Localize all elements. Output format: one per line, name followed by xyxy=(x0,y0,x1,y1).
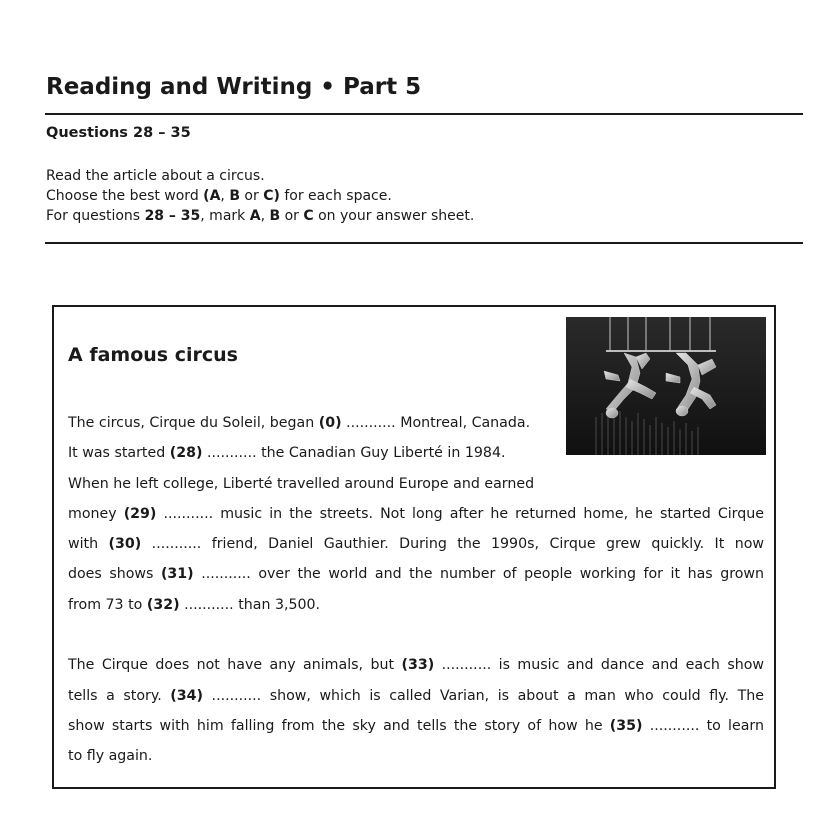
instruction-line-2: Choose the best word (A, B or C) for each space. xyxy=(46,188,392,204)
instructions xyxy=(46,166,474,226)
title-divider xyxy=(45,113,803,115)
article-line: to fly again. xyxy=(68,748,153,765)
article-line: The circus, Cirque du Soleil, began (0) ........... Montreal, Canada. xyxy=(68,415,531,431)
article-text xyxy=(68,408,764,772)
article-box xyxy=(52,305,776,789)
questions-range: Questions 28 – 35 xyxy=(46,125,191,141)
instruction-line-3: For questions 28 – 35, mark A, B or C on your answer sheet. xyxy=(46,208,475,224)
instruction-line-1: Read the article about a circus. xyxy=(46,168,265,184)
article-line: with (30) ........... friend, Daniel Gauthier. During the 1990s, Cirque grew quickly. It now xyxy=(68,536,764,553)
article-title: A famous circus xyxy=(68,344,238,366)
question-number: (32) xyxy=(146,596,180,613)
question-number: (0) xyxy=(318,415,342,431)
instructions-divider xyxy=(45,242,803,244)
article-line: from 73 to (32) ........... than 3,500. xyxy=(68,596,321,613)
section-title: Reading and Writing • Part 5 xyxy=(46,74,422,100)
question-number: (28) xyxy=(169,445,203,462)
article-line: show starts with him falling from the sky and tells the story of how he (35) ........... to learn xyxy=(68,717,764,734)
article-line: tells a story. (34) ........... show, which is called Varian, is about a man who could fly. The xyxy=(68,687,764,704)
article-line: money (29) ........... music in the streets. Not long after he returned home, he started Cirque xyxy=(68,505,764,522)
question-number: (31) xyxy=(160,566,194,583)
article-line: When he left college, Liberté travelled around Europe and earned xyxy=(68,475,535,492)
question-number: (34) xyxy=(170,687,203,704)
question-number: (29) xyxy=(123,505,157,522)
question-number: (35) xyxy=(609,717,643,734)
article-line: It was started (28) ........... the Canadian Guy Liberté in 1984. xyxy=(68,445,506,462)
question-number: (30) xyxy=(108,536,142,553)
paragraph-gap xyxy=(68,620,764,650)
article-line: does shows (31) ........... over the world and the number of people working for it has grown xyxy=(68,566,764,583)
question-number: (33) xyxy=(401,657,435,674)
article-line: The Cirque does not have any animals, but (33) ........... is music and dance and each show xyxy=(68,657,764,674)
